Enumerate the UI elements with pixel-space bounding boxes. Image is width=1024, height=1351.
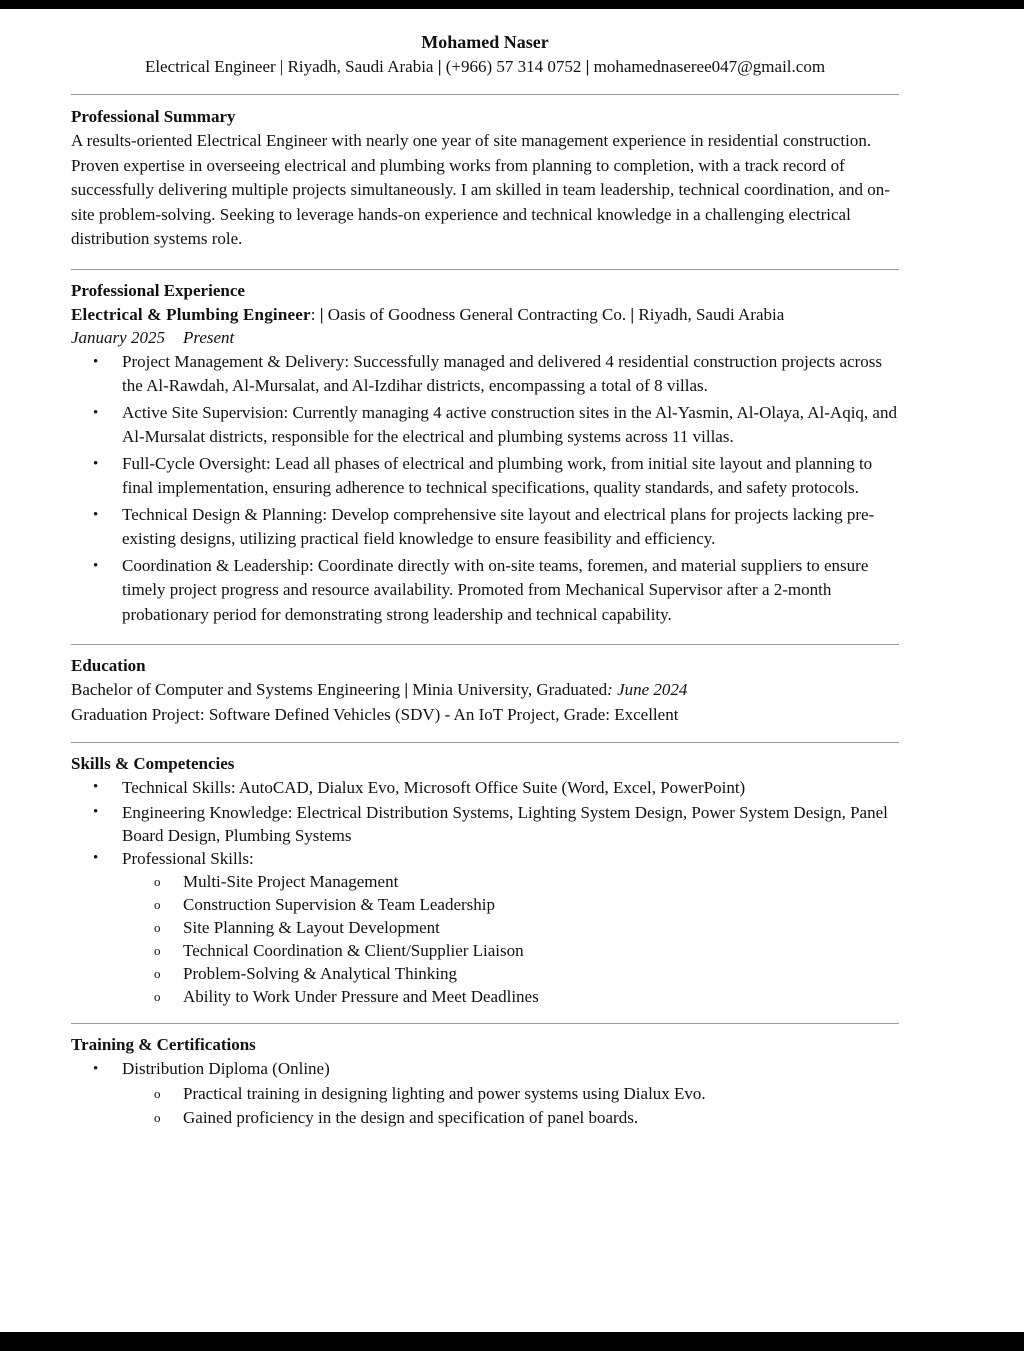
experience-heading: Professional Experience	[71, 280, 245, 300]
role-title: Electrical & Plumbing Engineer	[71, 304, 311, 324]
list-item: • Engineering Knowledge: Electrical Distribution Systems, Lighting System Design, Power System Design, Panel Board Design, Plumbing Systems	[122, 801, 899, 847]
training-list	[71, 1057, 899, 1131]
location: Riyadh, Saudi Arabia	[287, 57, 434, 76]
list-item: o Construction Supervision & Team Leadership	[183, 893, 899, 916]
graduation-date: : June 2024	[607, 680, 688, 699]
skills-heading: Skills & Competencies	[71, 754, 235, 773]
separator: |	[404, 680, 409, 699]
job-title: Electrical Engineer	[144, 57, 276, 76]
summary-section	[71, 105, 899, 252]
job-dates	[71, 327, 899, 349]
summary-heading: Professional Summary	[71, 107, 236, 126]
section-divider	[71, 644, 899, 645]
list-item: o Gained proficiency in the design and specification of panel boards.	[183, 1106, 899, 1131]
start-date: January 2025	[71, 327, 165, 347]
list-item: • Coordination & Leadership: Coordinate directly with on-site teams, foremen, and material suppliers to ensure timely project progress and resource availability. Promoted from Mechanical Supervisor after a 2-month probationary period for demonstrating strong leadership and technical capability.	[122, 554, 899, 628]
experience-section	[71, 279, 899, 628]
job-line	[71, 303, 899, 327]
list-item: • Project Management & Delivery: Successfully managed and delivered 4 residential construction projects across the Al-Rawdah, Al-Mursalat, and Al-Izdihar districts, encompassing a total of 8 villas.	[122, 350, 899, 399]
separator: |	[630, 304, 635, 324]
top-border	[0, 0, 1024, 9]
education-section	[71, 654, 899, 727]
separator: |	[279, 57, 284, 76]
graduation-project: Graduation Project: Software Defined Vehicles (SDV) - An IoT Project, Grade: Excellent	[71, 704, 679, 724]
end-date: Present	[182, 327, 235, 347]
list-item	[122, 1057, 899, 1131]
list-item: o Practical training in designing lighting and power systems using Dialux Evo.	[183, 1082, 899, 1107]
separator: |	[585, 57, 590, 76]
section-divider	[71, 1023, 899, 1024]
section-divider	[71, 94, 899, 95]
education-heading: Education	[71, 656, 146, 675]
skills-list	[71, 776, 899, 1008]
separator: |	[319, 304, 324, 324]
training-details	[71, 1082, 899, 1131]
separator: |	[437, 57, 442, 76]
professional-skills-list	[71, 870, 899, 1008]
list-item: o Site Planning & Layout Development	[183, 916, 899, 939]
section-divider	[71, 742, 899, 743]
university: Minia University, Graduated	[412, 680, 608, 699]
company-name: Oasis of Goodness General Contracting Co.	[327, 304, 627, 324]
professional-skills-label: Professional Skills:	[122, 849, 254, 868]
list-item: • Full-Cycle Oversight: Lead all phases of electrical and plumbing work, from initial site layout and planning to final implementation, ensuring adherence to technical specifications, quality standards, and safety protocols.	[122, 452, 899, 501]
section-divider	[71, 269, 899, 270]
role-colon: :	[310, 304, 316, 324]
resume-page	[71, 30, 899, 1131]
candidate-name: Mohamed Naser	[421, 32, 549, 52]
list-item: o Technical Coordination & Client/Supplier Liaison	[183, 939, 899, 962]
job-location: Riyadh, Saudi Arabia	[638, 304, 785, 324]
degree-line	[71, 678, 899, 703]
list-item: • Active Site Supervision: Currently managing 4 active construction sites in the Al-Yasmin, Al-Olaya, Al-Aqiq, and Al-Mursalat districts, responsible for the electrical and plumbing systems across 11 villas.	[122, 401, 899, 450]
training-item: Distribution Diploma (Online)	[122, 1059, 330, 1078]
bottom-border	[0, 1332, 1024, 1351]
degree: Bachelor of Computer and Systems Engineering	[71, 680, 401, 699]
skills-section	[71, 752, 899, 1008]
list-item: o Multi-Site Project Management	[183, 870, 899, 893]
list-item: • Technical Design & Planning: Develop comprehensive site layout and electrical plans for projects lacking pre-existing designs, utilizing practical field knowledge to ensure feasibility and efficiency.	[122, 503, 899, 552]
email: mohamednaseree047@gmail.com	[593, 57, 826, 76]
list-item: o Problem-Solving & Analytical Thinking	[183, 962, 899, 985]
training-section	[71, 1033, 899, 1131]
list-item: • Technical Skills: AutoCAD, Dialux Evo, Microsoft Office Suite (Word, Excel, PowerPoint)	[122, 776, 899, 799]
list-item	[122, 847, 899, 1008]
phone: (+966) 57 314 0752	[445, 57, 582, 76]
list-item: o Ability to Work Under Pressure and Meet Deadlines	[183, 985, 899, 1008]
training-heading: Training & Certifications	[71, 1035, 256, 1054]
experience-bullets	[71, 350, 899, 628]
summary-text: A results-oriented Electrical Engineer with nearly one year of site management experience in residential construction. Proven expertise in overseeing electrical and plumbing works from planning to completion, with a track record of successfully delivering multiple projects simultaneously. I am skilled in team leadership, technical coordination, and on-site problem-solving. Seeking to leverage hands-on experience and technical knowledge in a challenging electrical distribution systems role.	[71, 131, 890, 248]
contact-line	[71, 54, 899, 80]
